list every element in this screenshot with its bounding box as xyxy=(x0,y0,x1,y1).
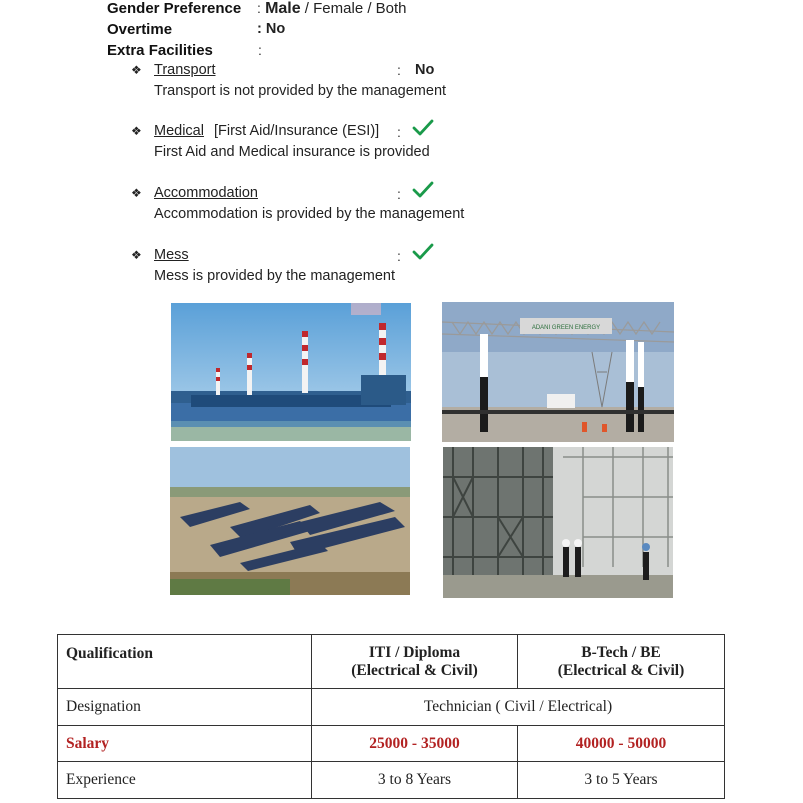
facility-name: Transport xyxy=(154,62,216,78)
gate-sign-text: ADANI GREEN ENERGY xyxy=(531,325,601,331)
gender-options: / Female / Both xyxy=(300,0,407,17)
designation-row xyxy=(58,689,725,726)
diamond-bullet-icon: ❖ xyxy=(131,124,142,138)
substation-photo xyxy=(443,447,673,598)
facility-name: Mess xyxy=(154,247,189,263)
solar-field-photo xyxy=(170,447,410,595)
extra-facilities-colon: : xyxy=(258,42,262,58)
salary-label: Salary xyxy=(58,726,312,762)
iti-diploma-title: ITI / Diploma xyxy=(368,643,461,661)
designation-label: Designation xyxy=(58,689,312,726)
facility-medical xyxy=(131,121,491,166)
iti-diploma-header xyxy=(312,635,518,689)
green-energy-gate-photo xyxy=(442,302,674,442)
facility-description: Mess is provided by the management xyxy=(154,268,395,284)
designation-value: Technician ( Civil / Electrical) xyxy=(312,689,725,726)
facility-colon: : xyxy=(397,124,401,140)
facility-transport xyxy=(131,61,491,106)
facility-mess xyxy=(131,245,491,290)
diamond-bullet-icon: ❖ xyxy=(131,248,142,262)
facility-colon: : xyxy=(397,248,401,264)
table-header-row xyxy=(58,635,725,689)
facility-description: Transport is not provided by the management xyxy=(154,83,447,99)
diamond-bullet-icon: ❖ xyxy=(131,186,142,200)
qualification-header: Qualification xyxy=(58,635,312,689)
btech-subtitle: (Electrical & Civil) xyxy=(557,661,685,679)
check-icon xyxy=(412,181,434,199)
experience-iti-value: 3 to 8 Years xyxy=(312,762,518,799)
overtime-value: : No xyxy=(257,21,286,37)
facility-name: Medical xyxy=(154,123,204,139)
salary-btech-value: 40000 - 50000 xyxy=(518,726,725,762)
facility-status: No xyxy=(415,62,435,78)
facility-name: Accommodation xyxy=(154,185,258,201)
overtime-label: Overtime xyxy=(107,21,173,38)
gender-colon: : xyxy=(257,0,261,16)
check-icon xyxy=(412,119,434,137)
salary-iti-value: 25000 - 35000 xyxy=(312,726,518,762)
facility-colon: : xyxy=(397,186,401,202)
gender-preference-label: Gender Preference xyxy=(107,0,242,17)
facility-extra: [First Aid/Insurance (ESI)] xyxy=(214,123,380,139)
extra-facilities-label: Extra Facilities xyxy=(107,42,213,59)
facility-description: Accommodation is provided by the management xyxy=(154,206,465,222)
salary-row xyxy=(58,726,725,762)
qualification-table xyxy=(57,634,725,799)
facility-colon: : xyxy=(397,62,401,78)
power-plant-photo xyxy=(171,303,411,441)
iti-diploma-subtitle: (Electrical & Civil) xyxy=(351,661,478,679)
gender-selected: Male xyxy=(265,0,301,17)
check-icon xyxy=(412,243,434,261)
diamond-bullet-icon: ❖ xyxy=(131,63,142,77)
experience-btech-value: 3 to 5 Years xyxy=(518,762,725,799)
facility-description: First Aid and Medical insurance is provided xyxy=(154,144,430,160)
facility-accommodation xyxy=(131,183,491,228)
experience-label: Experience xyxy=(58,762,312,799)
gender-preference-value xyxy=(257,0,407,18)
experience-row xyxy=(58,762,725,799)
btech-title: B-Tech / BE xyxy=(581,643,661,661)
btech-header xyxy=(518,635,725,689)
